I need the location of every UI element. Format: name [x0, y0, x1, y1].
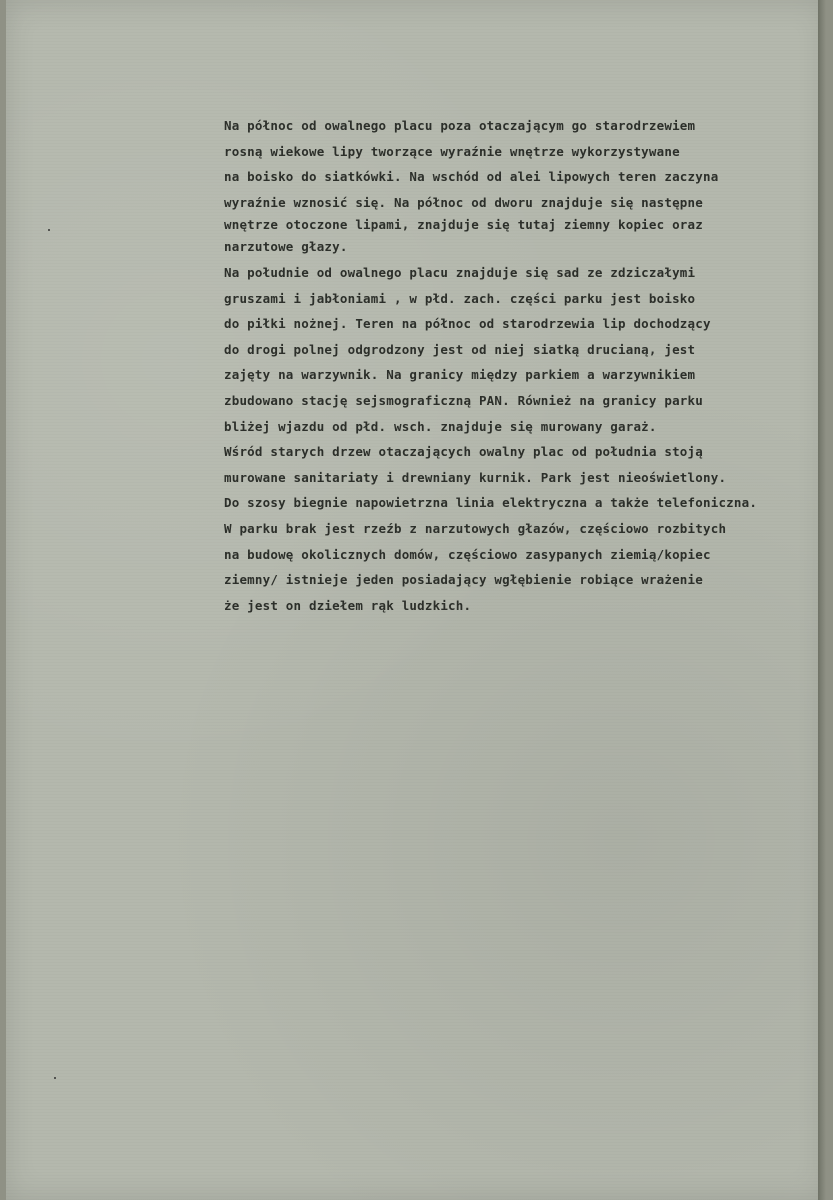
text-line: ziemny/ istnieje jeden posiadający wgłębienie robiące wrażenie [224, 572, 703, 588]
text-line: Do szosy biegnie napowietrzna linia elektryczna a także telefoniczna. [224, 495, 758, 511]
text-line: gruszami i jabłoniami , w płd. zach. części parku jest boisko [224, 290, 696, 306]
document-page [6, 0, 826, 1200]
text-line: rosną wiekowe lipy tworzące wyraźnie wnętrze wykorzystywane [224, 143, 680, 159]
text-line: Na północ od owalnego placu poza otaczającym go starodrzewiem [224, 118, 696, 133]
text-line: że jest on dziełem rąk ludzkich. [224, 597, 472, 613]
text-line: zajęty na warzywnik. Na granicy między parkiem a warzywnikiem [224, 367, 696, 383]
paper-speck [48, 229, 50, 231]
text-line: wnętrze otoczone lipami, znajduje się tutaj ziemny kopiec oraz [224, 217, 703, 233]
text-line: murowane sanitariaty i drewniany kurnik. Park jest nieoświetlony. [224, 469, 727, 485]
text-line: narzutowe głazy. [224, 239, 348, 255]
text-line: zbudowano stację sejsmograficzną PAN. Również na granicy parku [224, 392, 703, 408]
text-line: na budowę okolicznych domów, częściowo zasypanych ziemią/kopiec [224, 546, 711, 562]
text-line: Wśród starych drzew otaczających owalny plac od południa stoją [224, 444, 703, 460]
text-line: wyraźnie wznosić się. Na północ od dworu znajduje się następne [224, 194, 703, 210]
text-line: bliżej wjazdu od płd. wsch. znajduje się murowany garaż. [224, 418, 657, 434]
text-line: na boisko do siatkówki. Na wschód od alei lipowych teren zaczyna [224, 169, 719, 185]
text-line: do piłki nożnej. Teren na północ od starodrzewia lip dochodzący [224, 316, 711, 332]
typewritten-text-block [224, 113, 833, 618]
paper-speck [54, 1077, 56, 1079]
text-line: do drogi polnej odgrodzony jest od niej siatką drucianą, jest [224, 341, 696, 357]
text-line: Na południe od owalnego placu znajduje się sad ze zdziczałymi [224, 264, 696, 280]
text-line: W parku brak jest rzeźb z narzutowych głazów, częściowo rozbitych [224, 520, 727, 536]
